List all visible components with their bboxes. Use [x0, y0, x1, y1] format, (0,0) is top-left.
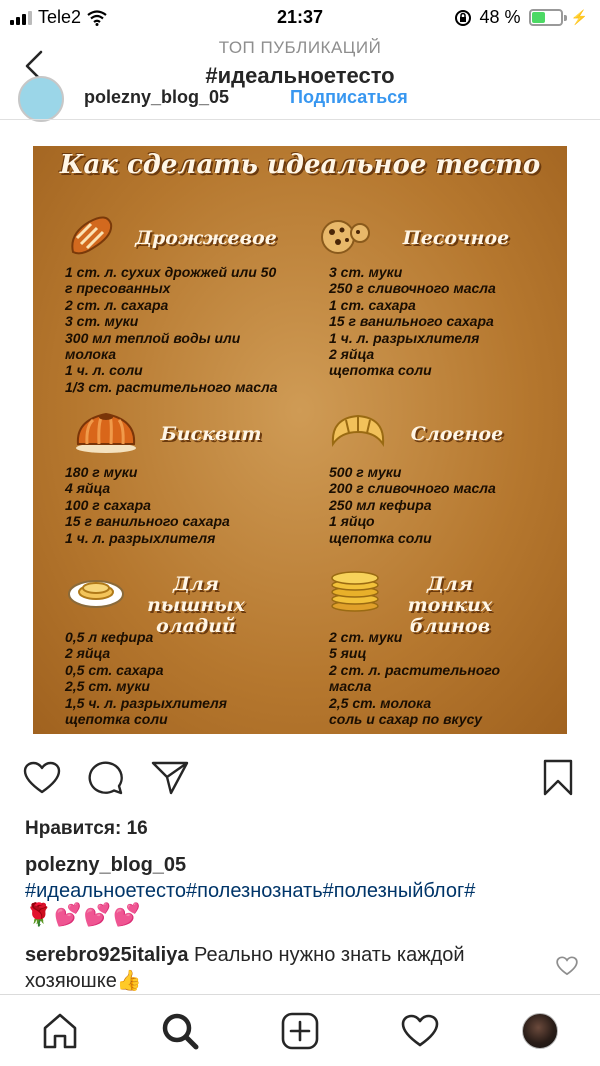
- post-author-row: [0, 87, 600, 120]
- bookmark-icon: [542, 759, 574, 797]
- ingredients-sponge: [65, 464, 305, 546]
- share-button[interactable]: [150, 758, 190, 798]
- clock: 21:37: [276, 7, 324, 27]
- tab-search[interactable]: [158, 1009, 202, 1053]
- bundt-cake-icon: [73, 404, 139, 454]
- ingredient-item: 1 ст. сахара: [329, 296, 416, 313]
- ingredient-item: 2 ст. л. сахара: [65, 296, 169, 313]
- ingredient-item: 1 ч. л. соли: [65, 362, 143, 379]
- ingredients-puff: [329, 464, 549, 546]
- poster-title: Как сделать идеальное тесто: [59, 150, 541, 180]
- heart-icon: [556, 956, 578, 976]
- ingredient-item: 180 г муки: [65, 464, 138, 480]
- section-title-sponge: Бисквит: [160, 423, 262, 445]
- charging-icon: ⚡: [570, 9, 588, 25]
- section-title-shortcrust: Песочное: [402, 227, 510, 249]
- post-actions: [0, 752, 600, 802]
- caption-emoji: 🌹💕💕💕: [25, 902, 143, 927]
- divider: [0, 119, 600, 120]
- speech-bubble-icon: [88, 760, 124, 796]
- ingredient-item: 100 г сахара: [65, 496, 151, 513]
- ingredient-item: 4 яйца: [65, 480, 111, 497]
- comment-button[interactable]: [86, 758, 126, 798]
- ingredient-item: 200 г сливочного масла: [329, 480, 496, 497]
- search-icon: [161, 1012, 199, 1050]
- comment-like-button[interactable]: [556, 956, 580, 980]
- ingredient-item: 1/3 ст. растительного масла: [65, 378, 278, 395]
- ingredient-item: соль и сахар по вкусу: [329, 711, 482, 728]
- ingredient-item: 0,5 л кефира: [65, 629, 154, 645]
- ingredient-item: 5 яиц: [329, 645, 367, 662]
- ingredient-item: 2 яйца: [329, 346, 375, 363]
- battery-icon: [529, 9, 563, 26]
- status-right: [454, 7, 588, 28]
- ingredient-item: щепотка соли: [329, 529, 432, 546]
- ingredient-item: 2 яйца: [65, 645, 111, 662]
- bread-icon: [67, 214, 115, 258]
- caption-username[interactable]: polezny_blog_05: [25, 854, 187, 876]
- likes-count[interactable]: Нравится: 16: [25, 818, 148, 839]
- ingredient-item: 1 ч. л. разрыхлителя: [329, 329, 480, 346]
- author-avatar[interactable]: [18, 76, 64, 122]
- ingredient-item: масла: [329, 678, 372, 695]
- carrier-label: Tele2: [38, 7, 82, 27]
- ingredient-item: 250 г сливочного масла: [329, 280, 496, 297]
- comment: [25, 942, 545, 994]
- ingredients-crepes: [329, 629, 549, 727]
- ingredient-item: щепотка соли: [329, 362, 432, 379]
- heart-icon: [401, 1014, 439, 1048]
- section-title-puff: Слоеное: [410, 423, 504, 445]
- ingredient-item: г пресованных: [65, 280, 171, 297]
- ingredient-item: 300 мл теплой воды или: [65, 329, 241, 346]
- heart-icon: [23, 761, 61, 795]
- page-subtitle: ТОП ПУБЛИКАЦИЙ: [218, 38, 382, 57]
- ingredient-item: 3 ст. муки: [329, 264, 403, 280]
- tab-new-post[interactable]: [278, 1009, 322, 1053]
- pancakes-plate-icon: [67, 570, 125, 610]
- section-title-fritters: Для пышных оладий: [147, 573, 245, 637]
- avatar: [522, 1013, 558, 1049]
- ingredients-yeast: [65, 264, 305, 395]
- ingredient-item: 0,5 ст. сахара: [65, 661, 164, 678]
- tab-home[interactable]: [38, 1009, 82, 1053]
- ingredient-item: молока: [65, 346, 117, 363]
- ingredient-item: 15 г ванильного сахара: [329, 313, 494, 330]
- tab-activity[interactable]: [398, 1009, 442, 1053]
- ingredient-item: 2 ст. муки: [329, 629, 403, 645]
- ingredient-item: щепотка соли: [65, 711, 168, 728]
- battery-level: [532, 12, 545, 23]
- caption-hashtags[interactable]: #идеальноетесто#полезнознать#полезныйблог#: [25, 880, 476, 902]
- battery-percent: 48 %: [479, 7, 521, 27]
- plus-square-icon: [281, 1012, 319, 1050]
- save-button[interactable]: [538, 758, 578, 798]
- status-bar: [0, 0, 600, 36]
- crepes-stack-icon: [329, 566, 381, 612]
- follow-button[interactable]: Подписаться: [290, 87, 408, 107]
- ingredient-item: 500 г муки: [329, 464, 402, 480]
- tab-profile[interactable]: [518, 1009, 562, 1053]
- section-title-yeast: Дрожжевое: [135, 227, 277, 249]
- page-title: #идеальноетесто: [205, 63, 395, 88]
- ingredient-item: 2,5 ст. молока: [329, 694, 432, 711]
- comment-username[interactable]: serebro925italiya: [25, 944, 189, 966]
- rotation-lock-icon: [454, 9, 472, 27]
- ingredients-fritters: [65, 629, 305, 727]
- ingredient-item: 2 ст. л. растительного: [329, 661, 501, 678]
- ingredient-item: 2,5 ст. муки: [65, 678, 150, 695]
- ingredient-item: 15 г ванильного сахара: [65, 513, 230, 530]
- ingredients-shortcrust: [329, 264, 549, 379]
- ingredient-item: 1,5 ч. л. разрыхлителя: [65, 694, 227, 711]
- home-icon: [41, 1012, 79, 1050]
- post-image[interactable]: [33, 146, 567, 734]
- ingredient-item: 1 ст. л. сухих дрожжей или 50: [65, 264, 277, 280]
- cookie-icon: [320, 218, 370, 256]
- ingredient-item: 1 ч. л. разрыхлителя: [65, 529, 216, 546]
- tab-bar: [0, 994, 600, 1066]
- ingredient-item: 250 мл кефира: [329, 496, 432, 513]
- paper-plane-icon: [151, 760, 189, 796]
- ingredient-item: 1 яйцо: [329, 513, 375, 530]
- croissant-icon: [329, 408, 387, 452]
- author-username[interactable]: polezny_blog_05: [84, 87, 230, 107]
- like-button[interactable]: [22, 758, 62, 798]
- section-title-crepes: Для тонких блинов: [407, 573, 493, 637]
- comment-text: Реально нужно знать каждой хозяюшке👍: [25, 944, 465, 992]
- ingredient-item: 3 ст. муки: [65, 313, 139, 330]
